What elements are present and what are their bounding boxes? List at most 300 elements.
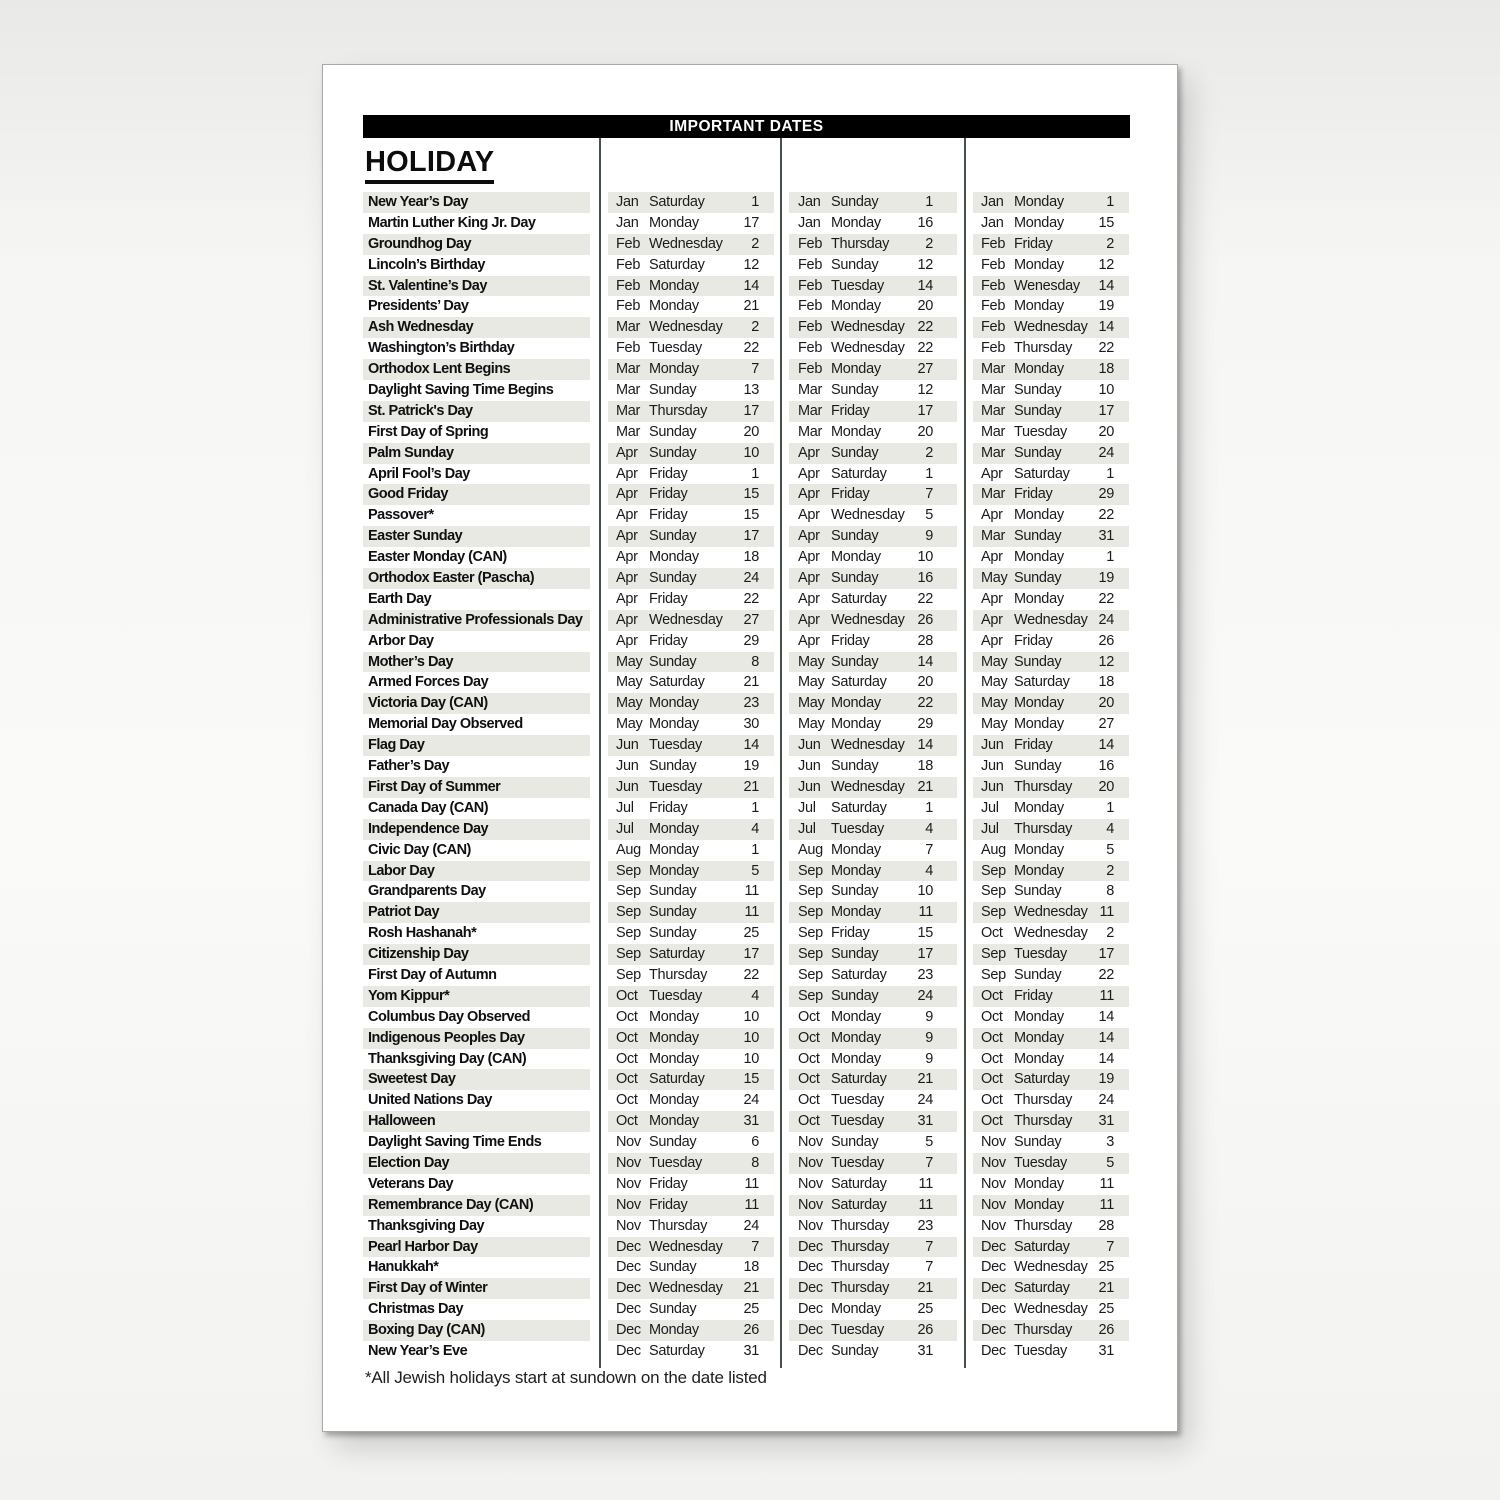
day-cell: 17 [917,402,933,419]
weekday-cell: Monday [649,298,699,315]
date-col-1 [608,881,774,902]
date-col-1 [608,1299,774,1320]
date-col-3 [973,986,1129,1007]
month-cell: Dec [981,1342,1006,1359]
month-cell: Oct [616,1029,638,1046]
weekday-cell: Tuesday [1014,1154,1067,1171]
weekday-cell: Sunday [649,423,697,440]
date-col-1 [608,464,774,485]
date-col-3 [973,464,1129,485]
day-cell: 18 [917,758,933,775]
month-cell: Dec [798,1280,823,1297]
weekday-cell: Wednesday [831,737,905,754]
weekday-cell: Monday [649,1092,699,1109]
date-col-3 [973,1216,1129,1237]
weekday-cell: Thursday [1014,1322,1073,1339]
holiday-name: First Day of Autumn [368,966,497,983]
month-cell: Nov [616,1217,641,1234]
holiday-name: Daylight Saving Time Begins [368,382,554,399]
day-cell: 20 [917,423,933,440]
month-cell: Dec [798,1238,823,1255]
month-cell: Feb [981,319,1006,336]
weekday-cell: Monday [831,298,881,315]
date-col-3 [973,526,1129,547]
month-cell: Nov [616,1154,641,1171]
date-col-3 [973,944,1129,965]
day-cell: 20 [1098,778,1114,795]
table-row [363,380,1129,401]
month-cell: Sep [798,883,823,900]
day-cell: 16 [1098,758,1114,775]
weekday-cell: Tuesday [649,737,702,754]
day-cell: 7 [925,841,933,858]
date-col-1 [608,589,774,610]
month-cell: Sep [981,862,1006,879]
date-col-3 [973,192,1129,213]
weekday-cell: Monday [1014,862,1064,879]
weekday-cell: Thursday [831,235,890,252]
date-col-1 [608,986,774,1007]
month-cell: Apr [981,549,1003,566]
holiday-name: Thanksgiving Day (CAN) [368,1050,527,1067]
date-col-2 [789,965,957,986]
month-cell: Dec [616,1259,641,1276]
date-col-2 [789,1028,957,1049]
weekday-cell: Saturday [649,674,705,691]
day-cell: 26 [1098,1322,1114,1339]
holiday-name: Orthodox Lent Begins [363,359,590,380]
month-cell: Jun [981,737,1004,754]
weekday-cell: Friday [649,507,688,524]
date-col-2 [789,464,957,485]
weekday-cell: Sunday [649,758,697,775]
weekday-cell: Monday [831,214,881,231]
weekday-cell: Thursday [831,1280,890,1297]
day-cell: 21 [917,1280,933,1297]
day-cell: 18 [743,1259,759,1276]
month-cell: Nov [981,1134,1006,1151]
weekday-cell: Monday [1014,1029,1064,1046]
date-col-3 [973,1028,1129,1049]
weekday-cell: Sunday [1014,758,1062,775]
weekday-cell: Sunday [649,925,697,942]
month-cell: Apr [798,507,820,524]
date-col-1 [608,1132,774,1153]
month-cell: Apr [798,632,820,649]
day-cell: 1 [1106,194,1114,210]
weekday-cell: Monday [649,361,699,378]
weekday-cell: Monday [831,1029,881,1046]
table-row [363,902,1129,923]
weekday-cell: Tuesday [831,820,884,837]
date-col-3 [973,1153,1129,1174]
day-cell: 26 [1098,632,1114,649]
date-col-2 [789,631,957,652]
month-cell: May [981,695,1008,712]
table-row [363,1195,1129,1216]
holiday-name: Yom Kippur* [363,986,590,1007]
weekday-cell: Sunday [649,444,697,461]
date-col-3 [973,255,1129,276]
table-row [363,1069,1129,1090]
day-cell: 2 [751,235,759,252]
holiday-name: Administrative Professionals Day [363,610,590,631]
weekday-cell: Saturday [649,256,705,273]
date-col-1 [608,443,774,464]
weekday-cell: Monday [831,1008,881,1025]
holiday-name: St. Patrick's Day [363,401,590,422]
date-col-1 [608,192,774,213]
month-cell: Oct [798,1029,820,1046]
weekday-cell: Monday [649,1113,699,1130]
weekday-cell: Monday [649,1008,699,1025]
day-cell: 31 [917,1342,933,1359]
day-cell: 19 [743,758,759,775]
date-col-1 [608,902,774,923]
weekday-cell: Sunday [831,194,879,210]
date-col-3 [973,714,1129,735]
day-cell: 18 [1098,361,1114,378]
holiday-name: April Fool’s Day [368,465,470,482]
day-cell: 6 [751,1134,759,1151]
month-cell: Nov [798,1154,823,1171]
date-col-2 [789,338,957,359]
month-cell: Sep [981,946,1006,963]
day-cell: 5 [1106,1154,1114,1171]
table-row [363,443,1129,464]
weekday-cell: Sunday [649,382,697,399]
day-cell: 14 [743,737,759,754]
month-cell: Oct [981,1071,1003,1088]
day-cell: 1 [751,465,759,482]
day-cell: 1 [751,194,759,210]
month-cell: Apr [616,549,638,566]
day-cell: 11 [918,904,933,921]
month-cell: Dec [981,1301,1006,1318]
month-cell: Oct [798,1050,820,1067]
table-row [363,234,1129,255]
day-cell: 10 [917,883,933,900]
table-row [363,526,1129,547]
weekday-cell: Monday [831,695,881,712]
month-cell: Apr [616,465,638,482]
month-cell: Jan [798,194,821,210]
date-col-3 [973,1237,1129,1258]
date-col-1 [608,756,774,777]
weekday-cell: Tuesday [1014,423,1067,440]
day-cell: 26 [917,611,933,628]
month-cell: Sep [616,966,641,983]
day-cell: 1 [925,465,933,482]
date-col-2 [789,1132,957,1153]
holiday-name: Easter Monday (CAN) [368,549,507,566]
weekday-cell: Wednesday [1014,904,1088,921]
date-col-2 [789,192,957,213]
table-row [363,547,1129,568]
month-cell: Nov [616,1175,641,1192]
table-row [363,944,1129,965]
date-col-2 [789,422,957,443]
weekday-cell: Sunday [649,1301,697,1318]
month-cell: Apr [981,632,1003,649]
day-cell: 2 [1106,235,1114,252]
table-row [363,735,1129,756]
weekday-cell: Monday [649,214,699,231]
day-cell: 23 [917,1217,933,1234]
day-cell: 20 [1098,695,1114,712]
month-cell: Feb [616,256,641,273]
month-cell: Feb [981,277,1006,294]
day-cell: 2 [1106,862,1114,879]
weekday-cell: Wednesday [649,1238,723,1255]
table-row [363,1320,1129,1341]
weekday-cell: Friday [1014,486,1053,503]
day-cell: 14 [1098,737,1114,754]
day-cell: 10 [917,549,933,566]
holiday-name: Citizenship Day [363,944,590,965]
day-cell: 17 [1098,946,1114,963]
month-cell: May [981,674,1008,691]
weekday-cell: Wednesday [649,611,723,628]
weekday-cell: Friday [1014,737,1053,754]
weekday-cell: Sunday [649,570,697,587]
weekday-cell: Sunday [1014,528,1062,545]
date-col-3 [973,1278,1129,1299]
date-col-1 [608,1216,774,1237]
day-cell: 11 [1099,1175,1114,1192]
month-cell: Nov [798,1196,823,1213]
month-cell: Nov [798,1217,823,1234]
date-col-1 [608,1049,774,1070]
month-cell: Mar [981,444,1006,461]
weekday-cell: Thursday [1014,1113,1073,1130]
table-row [363,1007,1129,1028]
month-cell: Sep [981,904,1006,921]
day-cell: 8 [751,1154,759,1171]
day-cell: 22 [743,590,759,607]
day-cell: 5 [751,862,759,879]
day-cell: 9 [925,1008,933,1025]
date-col-3 [973,1320,1129,1341]
weekday-cell: Sunday [649,1134,697,1151]
day-cell: 2 [925,444,933,461]
month-cell: Jun [616,737,639,754]
day-cell: 22 [1098,590,1114,607]
table-row [363,484,1129,505]
holiday-name: Sweetest Day [363,1069,590,1090]
date-col-3 [973,213,1129,234]
date-col-3 [973,276,1129,297]
day-cell: 10 [1098,382,1114,399]
day-cell: 14 [1098,1050,1114,1067]
weekday-cell: Monday [649,1322,699,1339]
date-col-2 [789,213,957,234]
day-cell: 1 [1106,799,1114,816]
month-cell: Feb [798,298,823,315]
holiday-name: Halloween [363,1111,590,1132]
weekday-cell: Wednesday [831,340,905,357]
month-cell: May [798,716,825,733]
month-cell: Nov [616,1134,641,1151]
holiday-name: Rosh Hashanah* [368,925,477,942]
date-col-1 [608,401,774,422]
date-col-1 [608,422,774,443]
month-cell: Apr [981,590,1003,607]
weekday-cell: Friday [1014,235,1053,252]
weekday-cell: Saturday [1014,1071,1070,1088]
table-row [363,1299,1129,1320]
month-cell: Oct [981,1113,1003,1130]
date-col-2 [789,1111,957,1132]
month-cell: Mar [981,528,1006,545]
month-cell: Sep [798,862,823,879]
date-col-3 [973,1069,1129,1090]
day-cell: 1 [925,799,933,816]
date-col-1 [608,861,774,882]
month-cell: Apr [981,507,1003,524]
holiday-name: Good Friday [363,484,590,505]
month-cell: Oct [798,1092,820,1109]
month-cell: Jun [981,758,1004,775]
weekday-cell: Saturday [831,1071,887,1088]
weekday-cell: Sunday [831,382,879,399]
day-cell: 10 [743,1029,759,1046]
holiday-name: Father’s Day [368,758,450,775]
holiday-name: Canada Day (CAN) [368,799,489,816]
date-col-2 [789,317,957,338]
weekday-cell: Sunday [831,987,879,1004]
date-col-2 [789,547,957,568]
table-row [363,1111,1129,1132]
month-cell: Oct [616,1092,638,1109]
day-cell: 28 [917,632,933,649]
date-col-2 [789,526,957,547]
day-cell: 10 [743,1008,759,1025]
weekday-cell: Sunday [649,883,697,900]
weekday-cell: Saturday [831,465,887,482]
date-col-1 [608,1153,774,1174]
date-col-2 [789,693,957,714]
weekday-cell: Wednesday [831,778,905,795]
month-cell: Sep [798,925,823,942]
weekday-cell: Sunday [1014,653,1062,670]
date-col-3 [973,422,1129,443]
weekday-cell: Friday [649,799,688,816]
date-col-2 [789,505,957,526]
weekday-cell: Thursday [649,402,708,419]
month-cell: Dec [616,1280,641,1297]
date-col-2 [789,944,957,965]
day-cell: 27 [743,611,759,628]
month-cell: May [798,653,825,670]
date-col-3 [973,756,1129,777]
month-cell: Mar [981,423,1006,440]
weekday-cell: Tuesday [1014,946,1067,963]
table-row [363,1341,1129,1362]
weekday-cell: Sunday [1014,1134,1062,1151]
weekday-cell: Sunday [1014,382,1062,399]
day-cell: 14 [743,277,759,294]
day-cell: 24 [1098,1092,1114,1109]
day-cell: 12 [917,382,933,399]
date-col-2 [789,714,957,735]
holiday-name: Orthodox Easter (Pascha) [363,568,590,589]
month-cell: Apr [616,632,638,649]
date-col-2 [789,484,957,505]
day-cell: 8 [751,653,759,670]
day-cell: 2 [1106,925,1114,942]
weekday-cell: Monday [831,423,881,440]
month-cell: Feb [798,361,823,378]
month-cell: Feb [798,235,823,252]
month-cell: Feb [798,340,823,357]
month-cell: Jan [616,214,639,231]
month-cell: Apr [616,590,638,607]
weekday-cell: Friday [1014,632,1053,649]
weekday-cell: Sunday [1014,402,1062,419]
day-cell: 31 [1098,1113,1114,1130]
weekday-cell: Wenesday [1014,277,1080,294]
month-cell: May [616,674,643,691]
date-col-1 [608,840,774,861]
holiday-name: New Year’s Eve [368,1342,468,1359]
weekday-cell: Sunday [831,758,879,775]
date-col-3 [973,443,1129,464]
date-col-1 [608,296,774,317]
weekday-cell: Sunday [831,1134,879,1151]
table-row [363,505,1129,526]
day-cell: 14 [917,277,933,294]
day-cell: 24 [1098,611,1114,628]
month-cell: Dec [616,1238,641,1255]
date-col-3 [973,401,1129,422]
weekday-cell: Thursday [1014,820,1073,837]
day-cell: 31 [917,1113,933,1130]
weekday-cell: Monday [1014,256,1064,273]
table-row [363,464,1129,485]
date-col-1 [608,276,774,297]
month-cell: Apr [616,444,638,461]
day-cell: 4 [751,987,759,1004]
day-cell: 7 [925,1154,933,1171]
weekday-cell: Monday [649,841,699,858]
weekday-cell: Monday [649,716,699,733]
weekday-cell: Friday [831,486,870,503]
table-row [363,296,1129,317]
month-cell: Sep [616,862,641,879]
date-col-1 [608,359,774,380]
month-cell: Apr [798,444,820,461]
month-cell: Feb [616,235,641,252]
day-cell: 10 [743,1050,759,1067]
month-cell: Jun [616,758,639,775]
table-row [363,923,1129,944]
day-cell: 18 [743,549,759,566]
day-cell: 1 [751,799,759,816]
weekday-cell: Wednesday [831,507,905,524]
day-cell: 5 [925,507,933,524]
month-cell: Mar [798,382,823,399]
day-cell: 22 [743,340,759,357]
holiday-name: Passover* [368,507,434,524]
date-col-3 [973,631,1129,652]
day-cell: 14 [1098,1008,1114,1025]
day-cell: 16 [917,570,933,587]
weekday-cell: Sunday [831,946,879,963]
day-cell: 23 [743,695,759,712]
date-col-1 [608,735,774,756]
date-col-1 [608,1278,774,1299]
